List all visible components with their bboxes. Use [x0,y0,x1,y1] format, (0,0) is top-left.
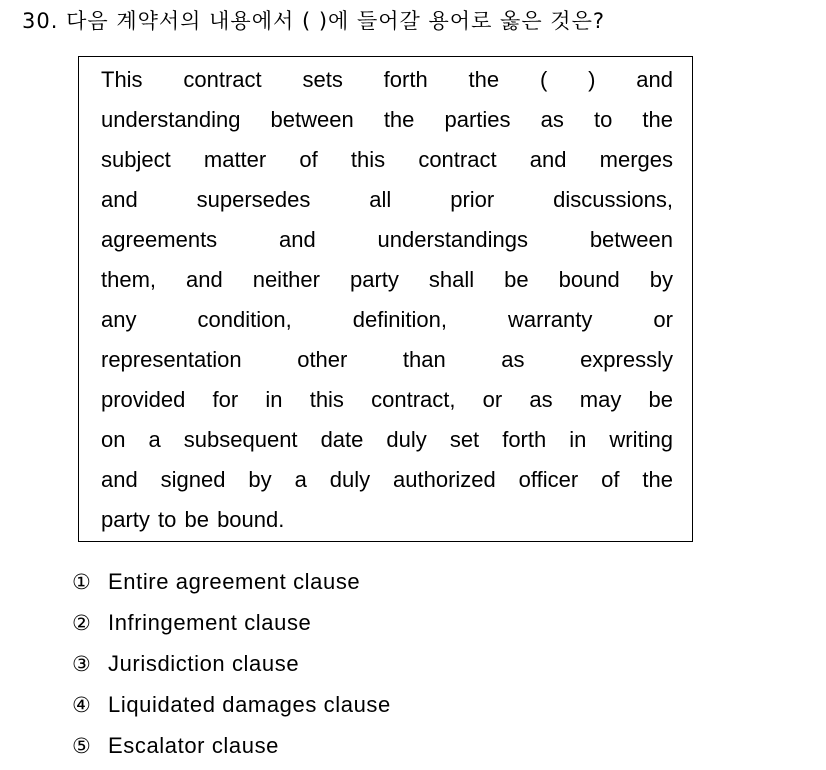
option-label: Liquidated damages clause [108,692,391,717]
contract-line: and signed by a duly authorized officer of the [101,467,673,492]
option-number: ② [72,611,92,635]
answer-option-5[interactable] [72,729,391,770]
option-label: Jurisdiction clause [108,651,300,676]
option-label: Escalator clause [108,733,280,758]
contract-line: any condition, definition, warranty or [101,307,673,332]
contract-line: party to be bound. [101,507,285,532]
contract-line: and supersedes all prior discussions, [101,187,673,212]
question-text: 30. 다음 계약서의 내용에서 ( )에 들어갈 용어로 옳은 것은? [22,9,606,33]
contract-passage-box [78,56,693,542]
contract-line: representation other than as expressly [101,347,673,372]
option-label: Entire agreement clause [108,569,361,594]
answer-option-1[interactable] [72,565,391,606]
contract-passage [101,63,673,543]
answer-option-4[interactable] [72,688,391,729]
contract-line: on a subsequent date duly set forth in writing [101,427,673,452]
answer-options [72,565,391,770]
option-number: ③ [72,652,92,676]
option-number: ④ [72,693,92,717]
answer-option-3[interactable] [72,647,391,688]
contract-line: This contract sets forth the ( ) and [101,67,673,92]
option-number: ① [72,570,92,594]
contract-line: provided for in this contract, or as may be [101,387,673,412]
contract-line: them, and neither party shall be bound by [101,267,673,292]
contract-line: understanding between the parties as to the [101,107,673,132]
contract-line: subject matter of this contract and merges [101,147,673,172]
option-label: Infringement clause [108,610,312,635]
answer-option-2[interactable] [72,606,391,647]
contract-line: agreements and understandings between [101,227,673,252]
option-number: ⑤ [72,734,92,758]
